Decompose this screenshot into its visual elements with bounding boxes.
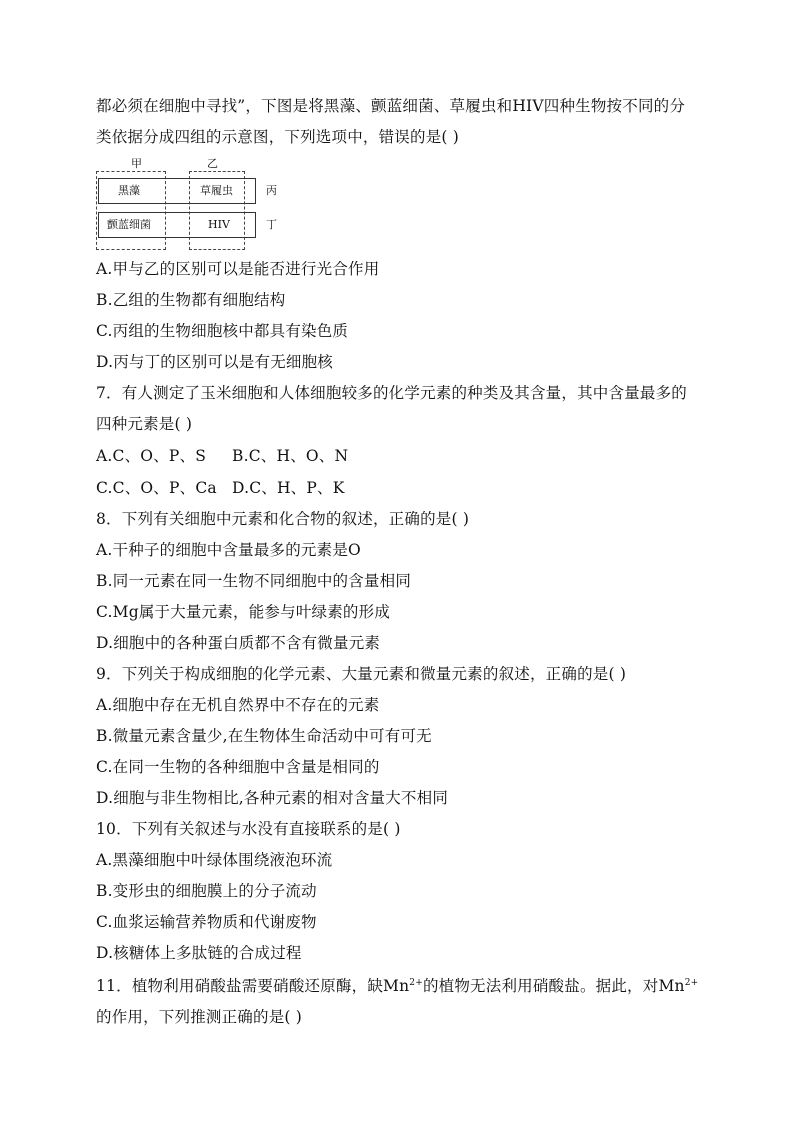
- q9-option-c: C.在同一生物的各种细胞中含量是相同的: [96, 758, 380, 776]
- q11-superscript-1: 2+: [409, 977, 423, 988]
- q10-option-d: D.核糖体上多肽链的合成过程: [96, 944, 302, 962]
- cell-chanlan: 颤蓝细菌: [107, 218, 151, 231]
- q9-option-b: B.微量元素含量少,在生物体生命活动中可有可无: [96, 727, 432, 745]
- q10-option-a: A.黑藻细胞中叶绿体围绕液泡环流: [96, 851, 333, 869]
- q8-option-b: B.同一元素在同一生物不同细胞中的含量相同: [96, 572, 412, 590]
- q7-stem-line-1: 7．有人测定了玉米细胞和人体细胞较多的化学元素的种类及其含量，其中含量最多的: [96, 384, 687, 402]
- q6-stem-line-1: 都必须在细胞中寻找”，下图是将黑藻、颤蓝细菌、草履虫和HIV四种生物按不同的分: [96, 97, 686, 115]
- label-bing: 丙: [266, 184, 277, 197]
- q7-option-b: B.C、H、O、N: [232, 447, 349, 465]
- q11-stem-part-a: 11．植物利用硝酸盐需要硝酸还原酶，缺Mn: [96, 977, 410, 995]
- q11-superscript-2: 2+: [684, 977, 699, 988]
- q9-option-d: D.细胞与非生物相比,各种元素的相对含量大不相同: [96, 789, 449, 807]
- q8-option-c: C.Mg属于大量元素，能参与叶绿素的形成: [96, 603, 391, 621]
- q7-option-c: C.C、O、P、Ca: [96, 479, 217, 497]
- q7-stem-line-2: 四种元素是( ): [96, 415, 193, 433]
- label-yi: 乙: [207, 157, 218, 170]
- cell-heizao: 黑藻: [118, 184, 140, 197]
- q10-option-c: C.血浆运输营养物质和代谢废物: [96, 913, 317, 931]
- classification-diagram: [96, 158, 286, 250]
- q8-option-d: D.细胞中的各种蛋白质都不含有微量元素: [96, 634, 381, 652]
- q10-stem: 10．下列有关叙述与水没有直接联系的是( ): [96, 820, 401, 838]
- q6-stem-line-2: 类依据分成四组的示意图，下列选项中，错误的是( ): [96, 128, 460, 146]
- q6-option-c: C.丙组的生物细胞核中都具有染色质: [96, 322, 349, 340]
- label-jia: 甲: [131, 157, 142, 170]
- q10-option-b: B.变形虫的细胞膜上的分子流动: [96, 882, 317, 900]
- q6-option-d: D.丙与丁的区别可以是有无细胞核: [96, 353, 334, 371]
- cell-hiv: HIV: [208, 218, 230, 231]
- cell-caolvchong: 草履虫: [200, 184, 233, 197]
- label-ding: 丁: [266, 218, 277, 231]
- q9-stem: 9．下列关于构成细胞的化学元素、大量元素和微量元素的叙述，正确的是( ): [96, 665, 627, 683]
- q11-stem-line-2: 的作用，下列推测正确的是( ): [96, 1008, 303, 1026]
- q7-option-d: D.C、H、P、K: [232, 479, 345, 497]
- q8-option-a: A.干种子的细胞中含量最多的元素是O: [96, 541, 361, 559]
- q7-option-a: A.C、O、P、S: [96, 447, 207, 465]
- q8-stem: 8．下列有关细胞中元素和化合物的叙述，正确的是( ): [96, 510, 470, 528]
- q11-stem-line-1: [96, 975, 698, 997]
- q6-option-b: B.乙组的生物都有细胞结构: [96, 291, 286, 309]
- q9-option-a: A.细胞中存在无机自然界中不存在的元素: [96, 696, 380, 714]
- q11-stem-part-b: 的植物无法利用硝酸盐。据此，对Mn: [422, 977, 685, 995]
- q6-option-a: A.甲与乙的区别可以是能否进行光合作用: [96, 260, 380, 278]
